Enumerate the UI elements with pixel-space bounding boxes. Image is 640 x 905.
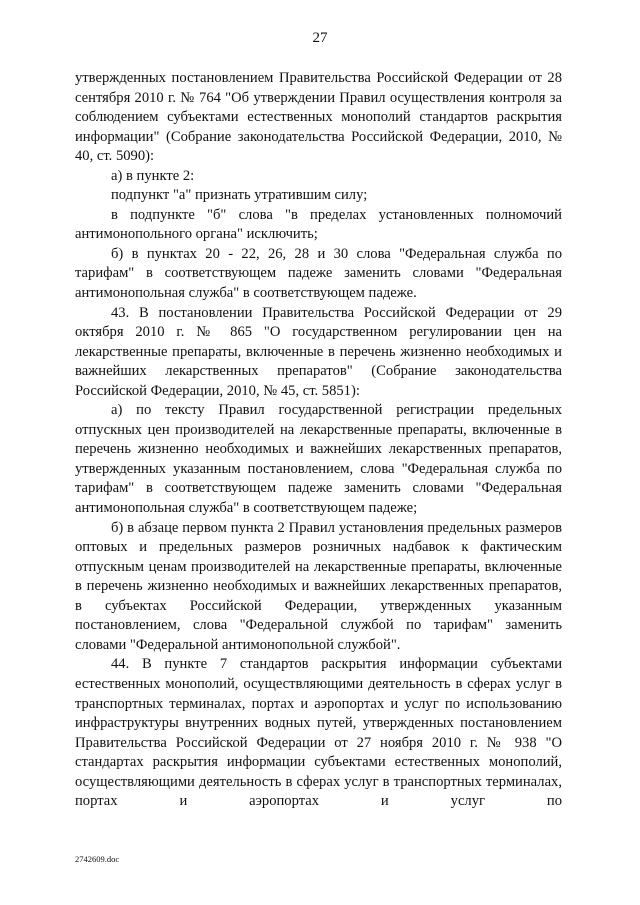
footer-filename: 2742609.doc <box>75 854 120 864</box>
paragraph-item-43-a: а) по тексту Правил государственной регистрации предельных отпускных цен производителей на лекарственные препараты, включенные в перечень жизненно необходимых и важнейших лекарственных препаратов, утвержденных указанным постановлением, слова "Федеральная служба по тарифам" в соответствующем падеже заменить словами "Федеральная антимонопольная служба" в соответствующем падеже; <box>75 402 562 517</box>
paragraph-subpoint-b: в подпункте "б" слова "в пределах установленных полномочий антимонопольного органа" исключить; <box>75 206 562 243</box>
paragraph-subitem-a: а) в пункте 2: <box>111 167 195 184</box>
page-number: 27 <box>312 30 328 46</box>
paragraph-subpoint-a-void: подпункт "а" признать утратившим силу; <box>111 187 368 204</box>
document-body <box>75 69 562 812</box>
paragraph-continuation: утвержденных постановлением Правительства Российской Федерации от 28 сентября 2010 г. № 764 "Об утверждении Правил осуществления контроля за соблюдением субъектами естественных монополий стандартов раскрытия информации" (Собрание законодательства Российской Федерации, 2010, № 40, ст. 5090): <box>75 70 562 165</box>
paragraph-item-43-b: б) в абзаце первом пункта 2 Правил установления предельных размеров оптовых и предельных размеров розничных надбавок к фактическим отпускным ценам производителей на лекарственные препараты, включенные в перечень жизненно необходимых и важнейших лекарственных препаратов, в субъектах Российской Федерации, утвержденных указанным постановлением, слова "Федеральной службой по тарифам" заменить словами "Федеральной антимонопольной службой". <box>75 519 562 653</box>
paragraph-subitem-b: б) в пунктах 20 - 22, 26, 28 и 30 слова "Федеральная служба по тарифам" в соответствующем падеже заменить словами "Федеральная антимонопольная служба" в соответствующем падеже. <box>75 245 562 302</box>
paragraph-item-44: 44. В пункте 7 стандартов раскрытия информации субъектами естественных монополий, осуществляющими деятельность в сферах услуг в транспортных терминалах, портах и аэропортах и услуг по использованию инфраструктуры внутренних водных путей, утвержденных постановлением Правительства Российской Федерации от 27 ноября 2010 г. № 938 "О стандартах раскрытия информации субъектами естественных монополий, осуществляющими деятельность в сферах услуг в транспортных терминалах, портах и аэропортах и услуг по <box>75 656 562 810</box>
paragraph-item-43: 43. В постановлении Правительства Российской Федерации от 29 октября 2010 г. № 865 "О государственном регулировании цен на лекарственные препараты, включенные в перечень жизненно необходимых и важнейших лекарственных препаратов" (Собрание законодательства Российской Федерации, 2010, № 45, ст. 5851): <box>75 304 562 399</box>
